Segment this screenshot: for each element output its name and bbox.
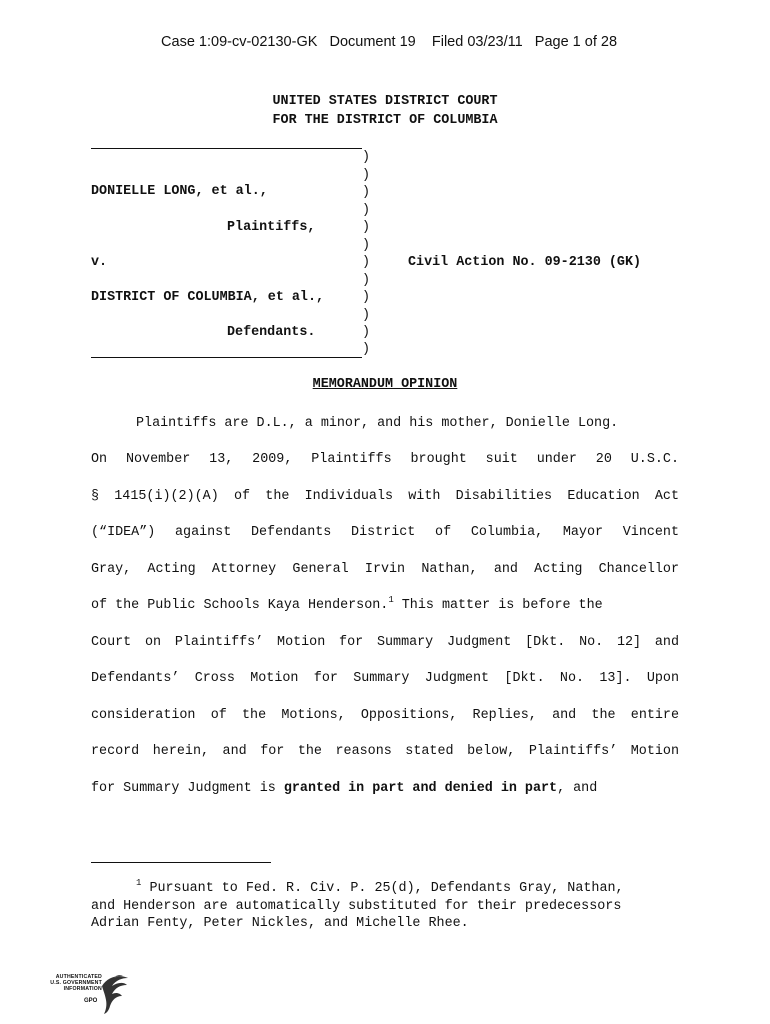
footnote-line: and Henderson are automatically substituted for their predecessors (91, 899, 622, 914)
seal-label: GPO (84, 998, 98, 1004)
eagle-icon (98, 972, 130, 1016)
body-line: (“IDEA”) against Defendants District of Columbia, Mayor Vincent (91, 525, 679, 540)
document-title: MEMORANDUM OPINION (312, 377, 458, 392)
caption-paren: ) (362, 238, 371, 253)
body-text: for Summary Judgment is (91, 781, 284, 796)
footnote-rule (91, 862, 271, 863)
versus: v. (91, 255, 108, 270)
page-indicator: Page 1 of 28 (534, 34, 618, 50)
caption-top-rule (91, 148, 362, 149)
seal-text-line: AUTHENTICATED (55, 974, 102, 980)
civil-action-number: Civil Action No. 09-2130 (GK) (408, 255, 642, 270)
defendant-role: Defendants. (227, 325, 316, 340)
body-line (91, 595, 679, 613)
plaintiff-name: DONIELLE LONG, et al., (91, 184, 268, 199)
body-text: This matter is before the (393, 598, 603, 613)
caption-bottom-rule (91, 357, 362, 358)
caption-paren: ) (362, 150, 371, 165)
body-text: , and (557, 781, 598, 796)
court-name-line2: FOR THE DISTRICT OF COLUMBIA (272, 113, 498, 128)
caption-paren: ) (362, 342, 371, 357)
body-line: record herein, and for the reasons stated below, Plaintiffs’ Motion (91, 744, 679, 759)
case-header (0, 18, 770, 50)
caption-paren: ) (362, 325, 371, 340)
caption-paren: ) (362, 308, 371, 323)
plaintiff-role: Plaintiffs, (227, 220, 316, 235)
body-line: Defendants’ Cross Motion for Summary Judgment [Dkt. No. 13]. Upon (91, 671, 679, 686)
holding-text: granted in part and denied in part (283, 781, 558, 796)
seal-text (44, 974, 102, 992)
body-line: consideration of the Motions, Oppositions, Replies, and the entire (91, 708, 679, 723)
defendant-name: DISTRICT OF COLUMBIA, et al., (91, 290, 325, 305)
caption-paren: ) (362, 168, 371, 183)
caption-paren: ) (362, 220, 371, 235)
seal-text-line: U.S. GOVERNMENT (50, 980, 102, 986)
caption-paren: ) (362, 290, 371, 305)
gpo-authentication-seal (44, 972, 134, 1018)
body-line: § 1415(i)(2)(A) of the Individuals with Disabilities Education Act (91, 489, 679, 504)
body-line: Plaintiffs are D.L., a minor, and his mother, Donielle Long. (136, 416, 619, 431)
body-line: Court on Plaintiffs’ Motion for Summary Judgment [Dkt. No. 12] and (91, 635, 679, 650)
footnote-reference: 1 (388, 595, 394, 605)
body-line: On November 13, 2009, Plaintiffs brought suit under 20 U.S.C. (91, 452, 679, 467)
court-name-line1: UNITED STATES DISTRICT COURT (272, 94, 498, 109)
caption-paren: ) (362, 255, 371, 270)
seal-text-line: INFORMATION (63, 986, 102, 992)
caption-paren: ) (362, 273, 371, 288)
caption-paren: ) (362, 203, 371, 218)
document-number: Document 19 (329, 34, 416, 50)
footnote-line: Adrian Fenty, Peter Nickles, and Michelle Rhee. (91, 916, 469, 931)
footnote-text: Pursuant to Fed. R. Civ. P. 25(d), Defendants Gray, Nathan, (141, 881, 624, 896)
body-line (91, 781, 597, 796)
footnote-line (136, 878, 624, 896)
filed-date: Filed 03/23/11 (431, 34, 523, 50)
footnote-number: 1 (136, 878, 142, 888)
body-text: of the Public Schools Kaya Henderson. (91, 598, 389, 613)
body-line: Gray, Acting Attorney General Irvin Nathan, and Acting Chancellor (91, 562, 679, 577)
case-number: Case 1:09-cv-02130-GK (161, 34, 318, 50)
caption-paren: ) (362, 185, 371, 200)
